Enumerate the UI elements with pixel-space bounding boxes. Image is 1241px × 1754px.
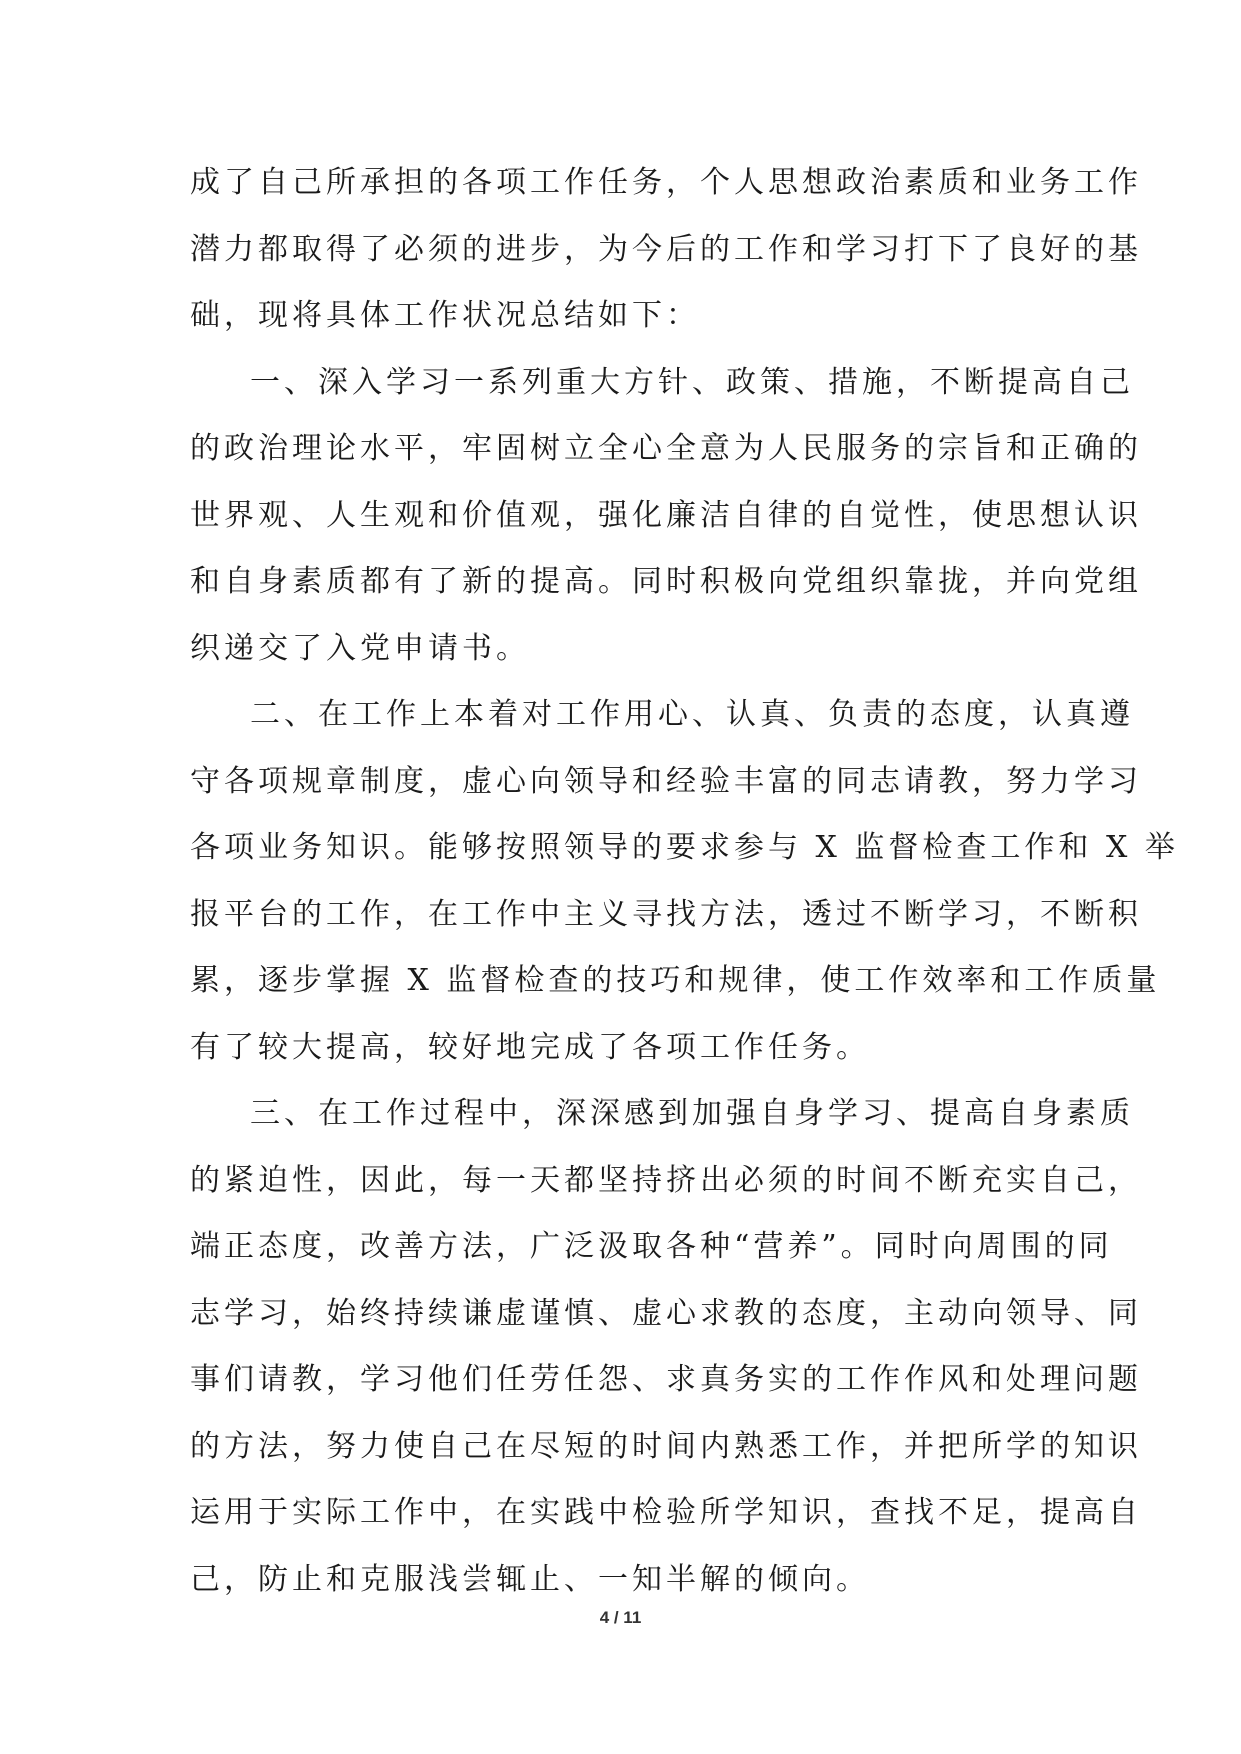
text-line: 各项业务知识。能够按照领导的要求参与 X 监督检查工作和 X 举 (190, 830, 1179, 865)
paragraph-1-first-line: 一、深入学习一系列重大方针、政策、措施，不断提高自己 (250, 364, 1134, 400)
text-line: 有了较大提高，较好地完成了各项工作任务。 (190, 1029, 870, 1065)
text-line: 端正态度，改善方法，广泛汲取各种“营养”。同时向周围的同 (190, 1229, 1113, 1264)
text-line: 潜力都取得了必须的进步，为今后的工作和学习打下了良好的基 (190, 231, 1142, 267)
text-line: 和自身素质都有了新的提高。同时积极向党组织靠拢，并向党组 (190, 564, 1142, 599)
paragraph-2-first-line: 二、在工作上本着对工作用心、认真、负责的态度，认真遵 (250, 697, 1134, 732)
text-line: 守各项规章制度，虚心向领导和经验丰富的同志请教，努力学习 (190, 763, 1142, 799)
body-text (190, 150, 1179, 1613)
text-line: 的政治理论水平，牢固树立全心全意为人民服务的宗旨和正确的 (190, 431, 1142, 466)
text-line: 运用于实际工作中，在实践中检验所学知识，查找不足，提高自 (190, 1495, 1142, 1530)
text-line: 报平台的工作，在工作中主义寻找方法，透过不断学习，不断积 (190, 896, 1142, 932)
text-line: 成了自己所承担的各项工作任务，个人思想政治素质和业务工作 (190, 165, 1142, 200)
text-line: 础，现将具体工作状况总结如下： (190, 298, 700, 333)
paragraph-3-first-line: 三、在工作过程中，深深感到加强自身学习、提高自身素质 (250, 1096, 1134, 1131)
text-line: 事们请教，学习他们任劳任怨、求真务实的工作作风和处理问题 (190, 1362, 1142, 1397)
text-line: 己，防止和克服浅尝辄止、一知半解的倾向。 (190, 1561, 870, 1597)
text-line: 的方法，努力使自己在尽短的时间内熟悉工作，并把所学的知识 (190, 1428, 1142, 1464)
page-number: 4 / 11 (599, 1608, 642, 1627)
text-line: 世界观、人生观和价值观，强化廉洁自律的自觉性，使思想认识 (190, 497, 1142, 533)
text-line: 累，逐步掌握 X 监督检查的技巧和规律，使工作效率和工作质量 (190, 963, 1161, 998)
text-line: 织递交了入党申请书。 (190, 630, 530, 666)
text-line: 的紧迫性，因此，每一天都坚持挤出必须的时间不断充实自己， (190, 1162, 1142, 1198)
text-line: 志学习，始终持续谦虚谨慎、虚心求教的态度，主动向领导、同 (190, 1295, 1142, 1331)
